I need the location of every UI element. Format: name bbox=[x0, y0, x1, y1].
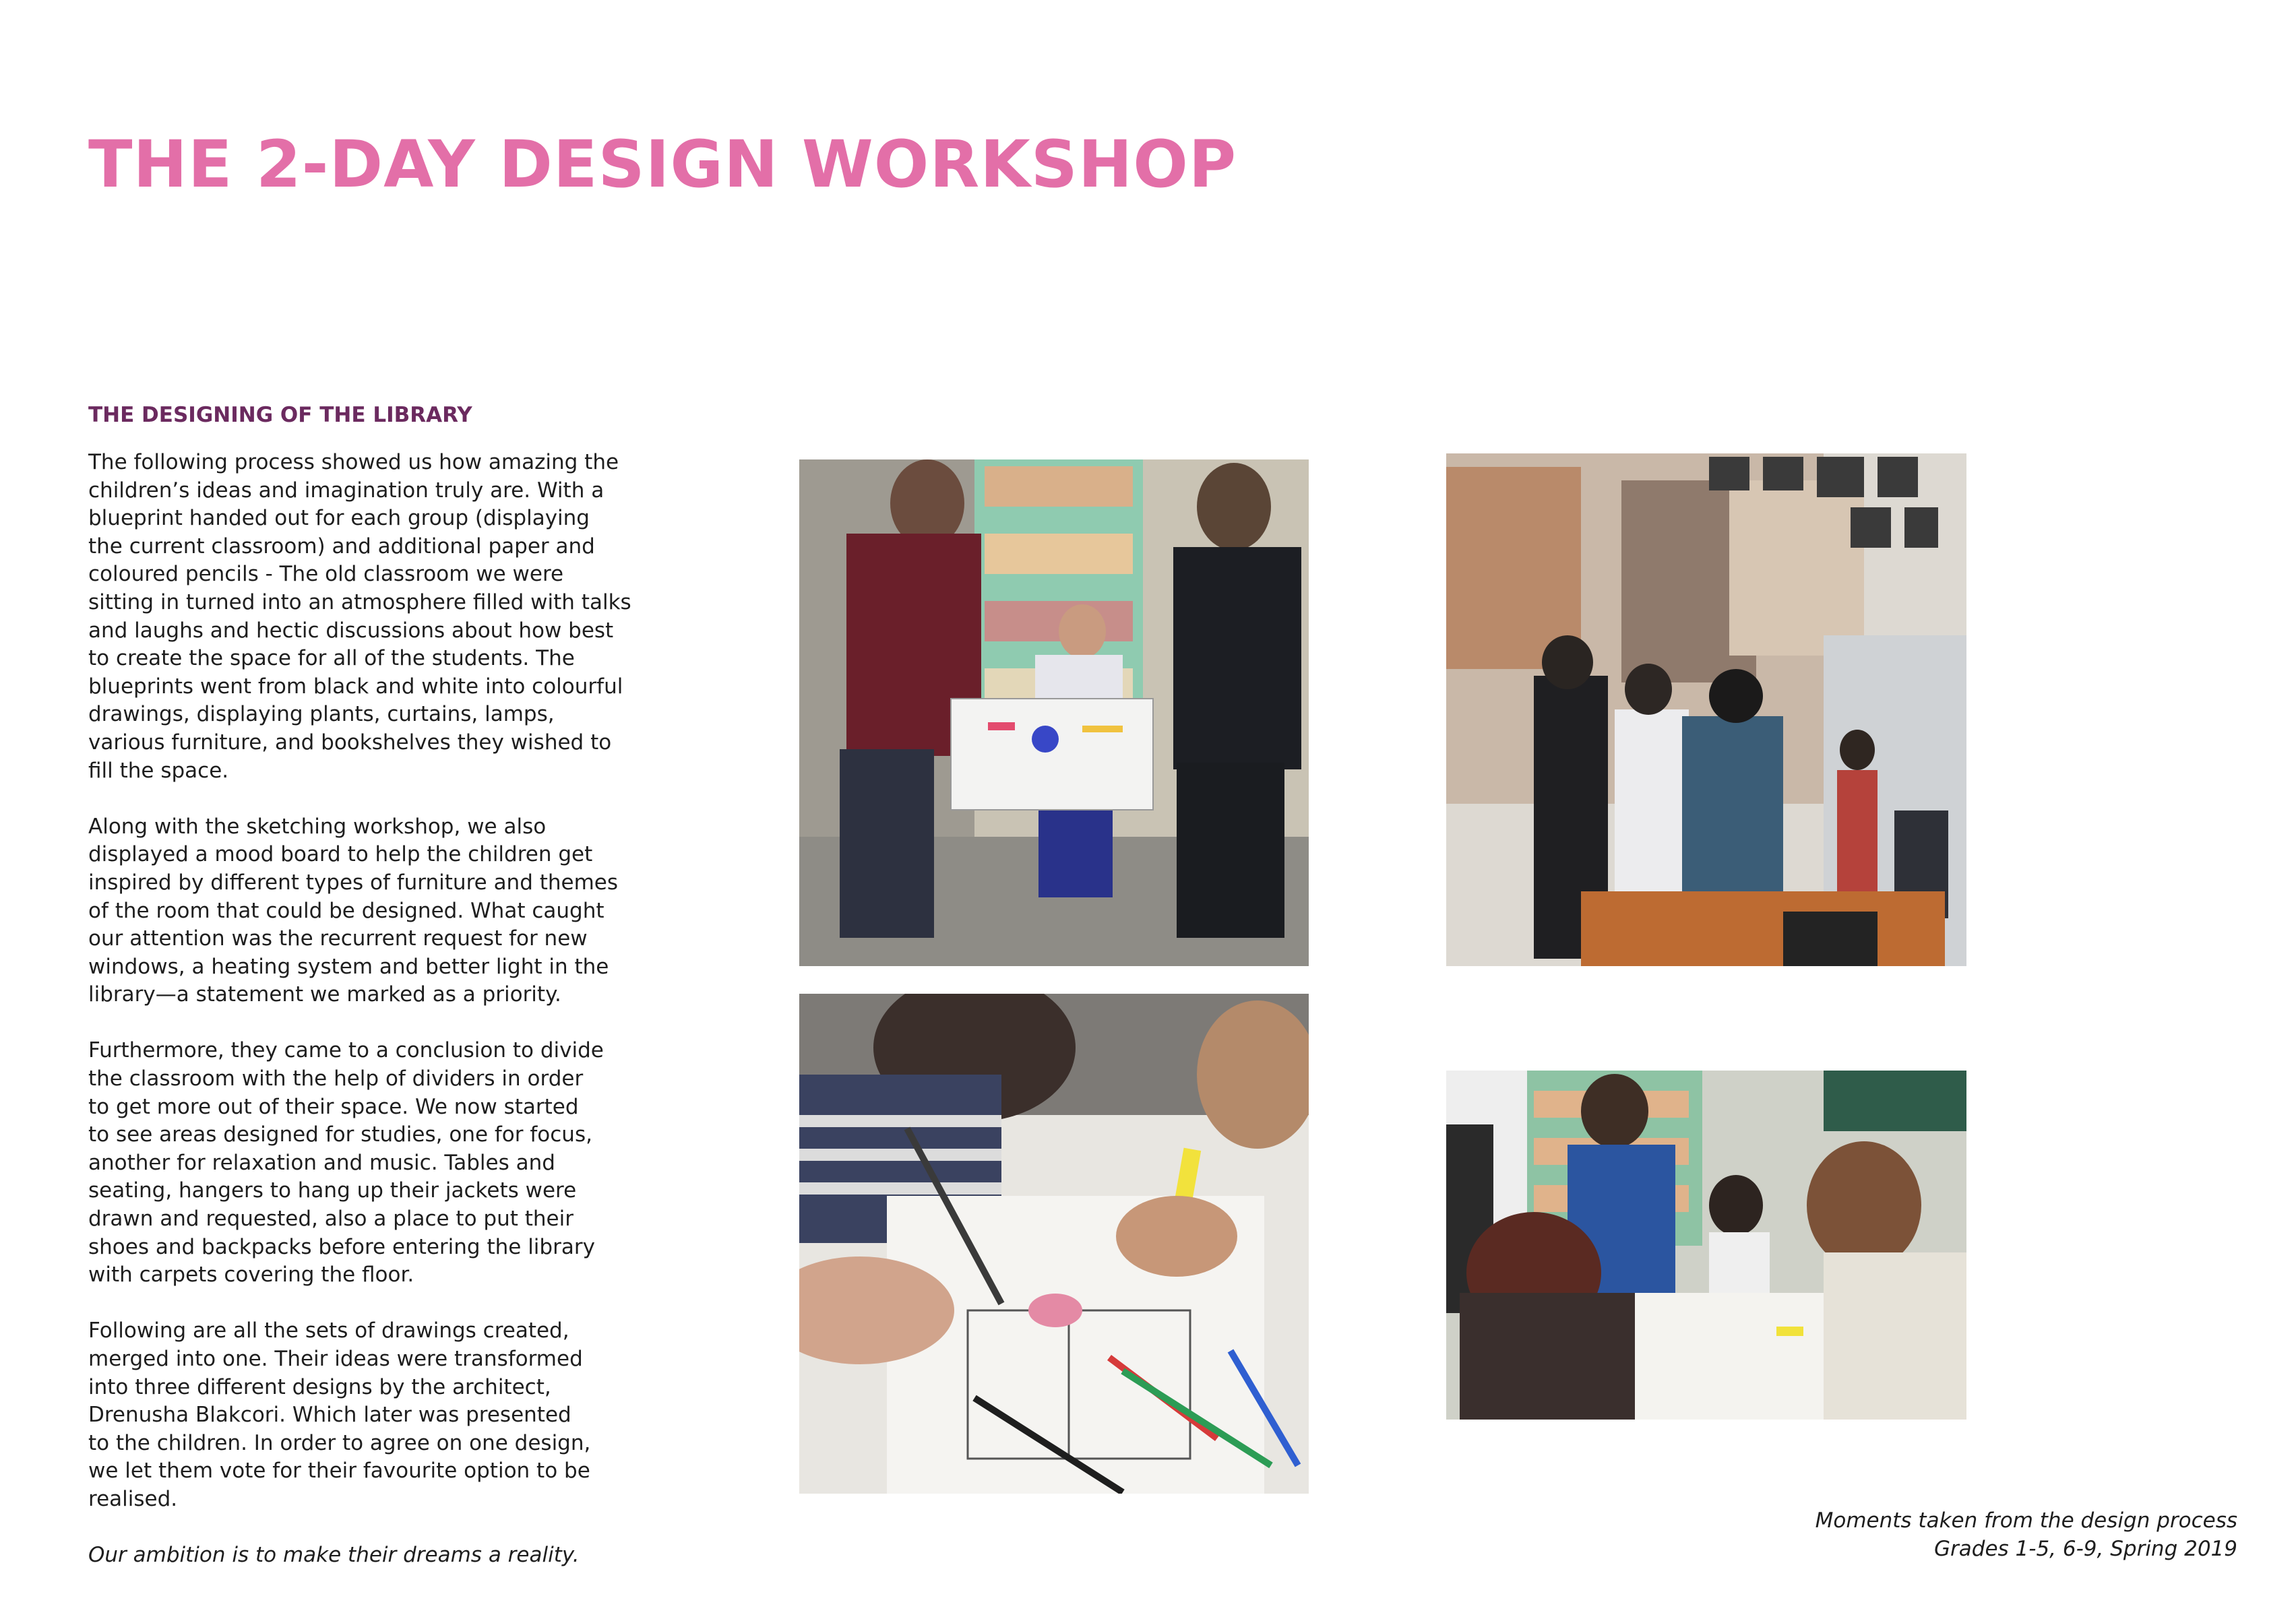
paragraph-mood-board: Along with the sketching workshop, we also displayed a mood board to help the children get inspired by different types of furniture and themes of the room that could be designed. What caught our attention was the recurrent request for new windows, a heating system and better light in the library—a statement we marked as a priority. bbox=[88, 814, 619, 1007]
paragraph-dividers: Furthermore, they came to a conclusion to divide the classroom with the help of dividers in order to get more out of their space. We now started to see areas designed for studies, one for focus, another for relaxation and music. Tables and seating, hangers to hang up their jackets were drawn and requested, also a place to put their shoes and backpacks before entering the library with carpets covering the floor. bbox=[88, 1038, 604, 1287]
closing-statement: Our ambition is to make their dreams a reality. bbox=[88, 1543, 580, 1568]
photo-mood-board-projection bbox=[1446, 453, 1966, 966]
paragraph-designs: Following are all the sets of drawings created, merged into one. Their ideas were transformed into three different designs by the architect, Drenusha Blakcori. Which later was presented to the children. In order to agree on one design, we let them vote for their favourite option to be realised. bbox=[88, 1318, 591, 1511]
photo-blueprint-presentation bbox=[799, 459, 1309, 966]
photo-caption bbox=[1816, 1507, 2237, 1563]
photo-group-sketching bbox=[1446, 1071, 1966, 1420]
caption-line-2: Grades 1-5, 6-9, Spring 2019 bbox=[1934, 1536, 2237, 1561]
paragraph-process: The following process showed us how amazing the children’s ideas and imagination truly are. With a blueprint handed out for each group (displaying the current classroom) and additional paper and coloured pencils - The old classroom we were sitting in turned into an atmosphere filled with talks and laughs and hectic discussions about how best to create the space for all of the students. The blueprints went from black and white into colourful drawings, displaying plants, curtains, lamps, various furniture, and bookshelves they wished to fill the space. bbox=[88, 450, 631, 783]
section-heading: THE DESIGNING OF THE LIBRARY bbox=[88, 403, 472, 427]
body-text bbox=[88, 449, 675, 1570]
page-title: THE 2-DAY DESIGN WORKSHOP bbox=[88, 127, 1237, 202]
caption-line-1: Moments taken from the design process bbox=[1815, 1508, 2237, 1533]
photo-children-drawing bbox=[799, 994, 1309, 1494]
